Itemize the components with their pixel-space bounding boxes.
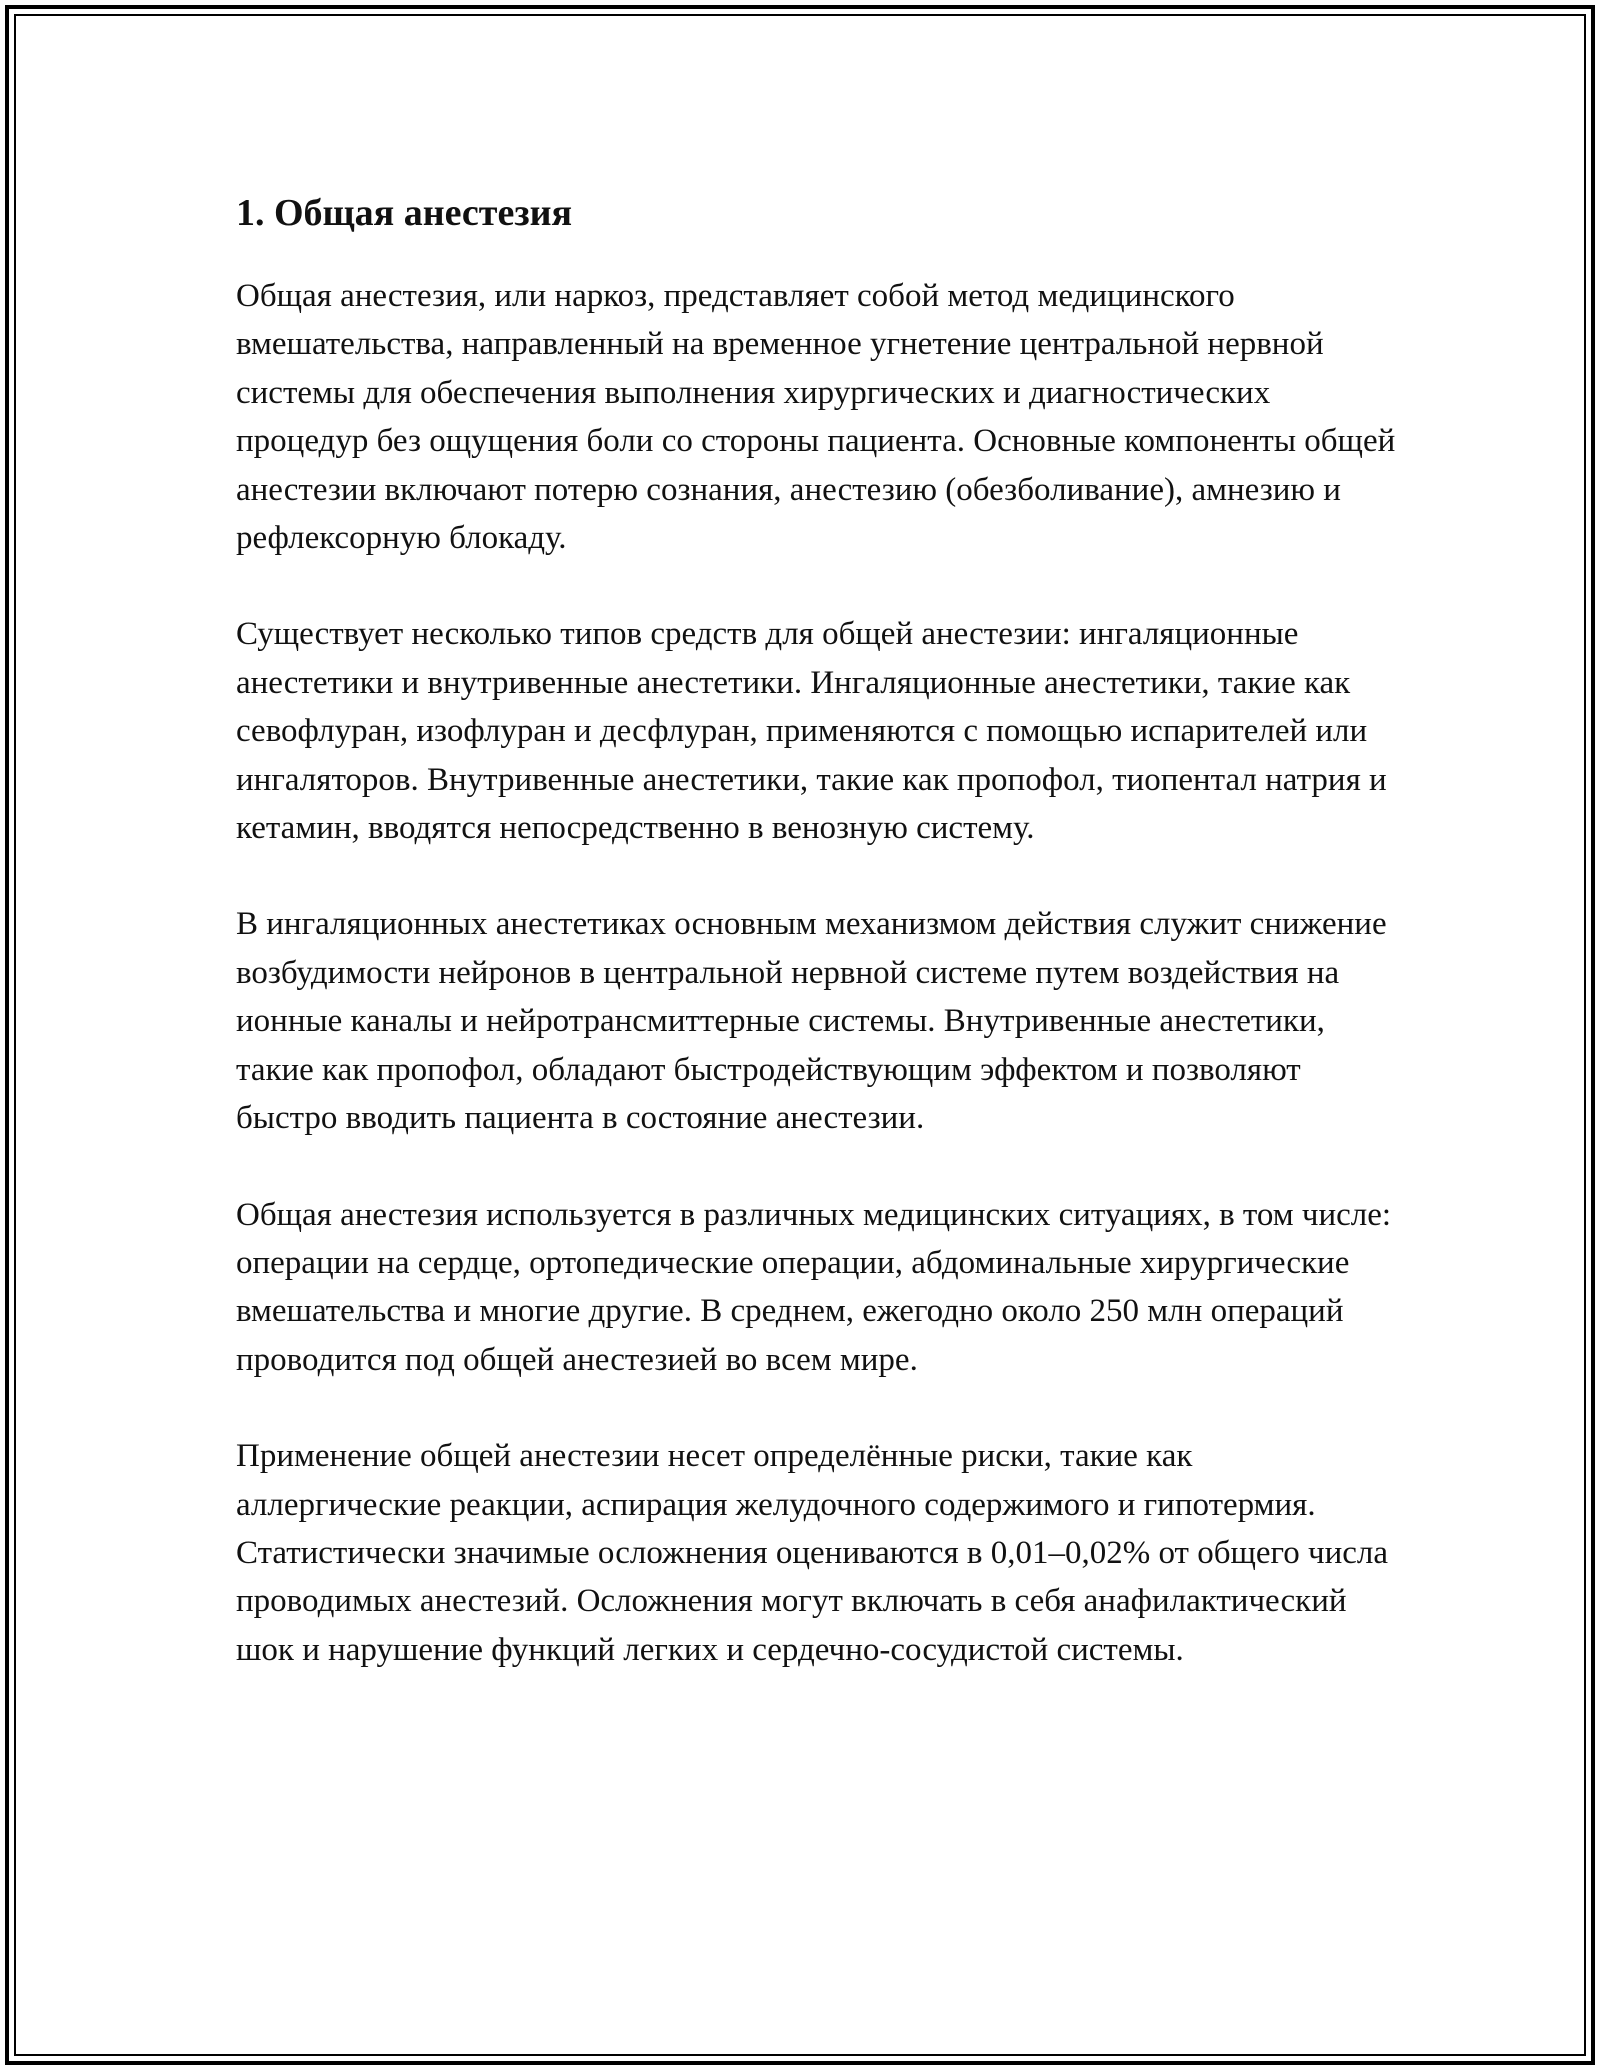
paragraph-4: Общая анестезия используется в различных медицинских ситуациях, в том числе: операции на сердце, ортопедические операции, абдоминальные хирургические вмешательства и многие другие. В среднем, ежегодно около 250 млн операций проводится под общей анестезией во всем мире.	[236, 1196, 1392, 1378]
paragraph-1: Общая анестезия, или наркоз, представляет собой метод медицинского вмешательства, направленный на временное угнетение центральной нервной системы для обеспечения выполнения хирургических и диагностических процедур без ощущения боли со стороны пациента. Основные компоненты общей анестезии включают потерю сознания, анестезию (обезболивание), амнезию и рефлексорную блокаду.	[236, 278, 1396, 557]
document-body	[236, 180, 1396, 1722]
section-heading: 1. Общая анестезия	[236, 192, 573, 234]
paragraph-3: В ингаляционных анестетиках основным механизмом действия служит снижение возбудимости нейронов в центральной нервной системе путем воздействия на ионные каналы и нейротрансмиттерные системы. Внутривенные анестетики, такие как пропофол, обладают быстродействующим эффектом и позволяют быстро вводить пациента в состояние анестезии.	[236, 906, 1387, 1137]
paragraph-2: Существует несколько типов средств для общей анестезии: ингаляционные анестетики и внутривенные анестетики. Ингаляционные анестетики, такие как севофлуран, изофлуран и десфлуран, применяются с помощью испарителей или ингаляторов. Внутривенные анестетики, такие как пропофол, тиопентал натрия и кетамин, вводятся непосредственно в венозную систему.	[236, 616, 1387, 847]
paragraph-5: Применение общей анестезии несет определённые риски, такие как аллергические реакции, аспирация желудочного содержимого и гипотермия. Статистически значимые осложнения оцениваются в 0,01–0,02% от общего числа проводимых анестезий. Осложнения могут включать в себя анафилактический шок и нарушение функций легких и сердечно-сосудистой системы.	[236, 1438, 1389, 1668]
